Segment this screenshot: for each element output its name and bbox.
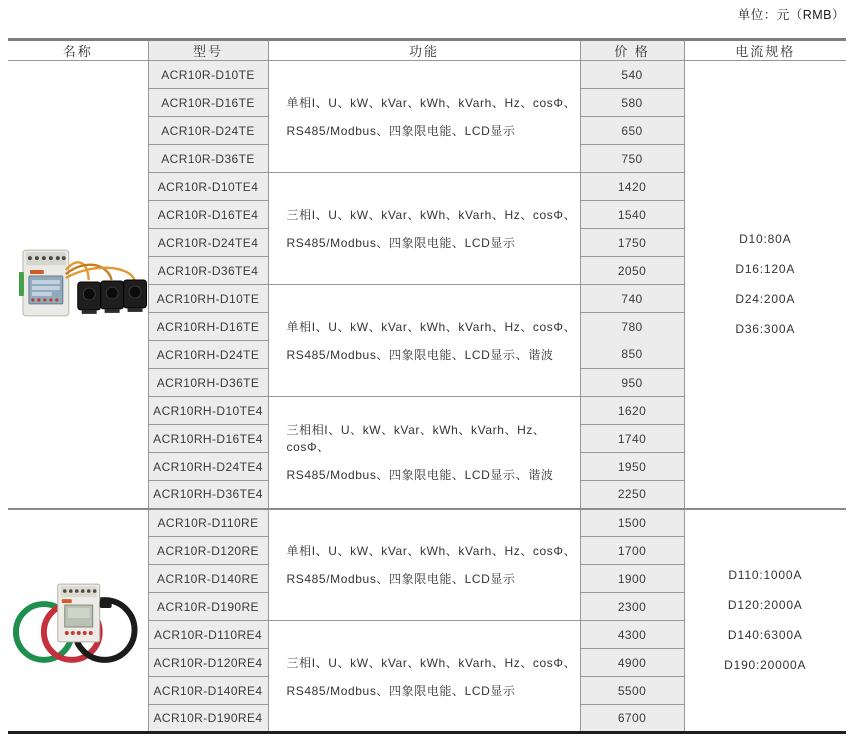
current-spec-line: D190:20000A — [724, 658, 807, 673]
price-cell: 2300 — [580, 593, 684, 621]
model-cell: ACR10R-D120RE — [148, 537, 268, 565]
header-model: 型号 — [148, 40, 268, 61]
price-cell: 5500 — [580, 677, 684, 705]
product-photo-cell-2 — [8, 509, 148, 733]
function-cell — [268, 173, 580, 285]
function-line: RS485/Modbus、四象限电能、LCD显示 — [286, 124, 516, 138]
function-cell — [268, 397, 580, 509]
function-line: RS485/Modbus、四象限电能、LCD显示 — [286, 236, 516, 250]
price-cell: 1620 — [580, 397, 684, 425]
function-line: RS485/Modbus、四象限电能、LCD显示 — [286, 683, 516, 698]
model-cell: ACR10R-D10TE — [148, 61, 268, 89]
header-price: 价 格 — [580, 40, 684, 61]
price-cell: 1420 — [580, 173, 684, 201]
price-cell: 1900 — [580, 565, 684, 593]
model-cell: ACR10RH-D36TE4 — [148, 481, 268, 509]
model-cell: ACR10R-D110RE — [148, 509, 268, 537]
function-line: 单相I、U、kW、kVar、kWh、kVarh、Hz、cosΦ、 — [286, 96, 577, 110]
table-row — [8, 509, 846, 537]
header-name: 名称 — [8, 40, 148, 61]
price-cell: 1540 — [580, 201, 684, 229]
model-cell: ACR10R-D24TE4 — [148, 229, 268, 257]
header-current-spec: 电流规格 — [684, 40, 846, 61]
function-cell — [268, 509, 580, 621]
price-cell: 650 — [580, 117, 684, 145]
price-cell: 2250 — [580, 481, 684, 509]
model-cell: ACR10R-D120RE4 — [148, 649, 268, 677]
model-cell: ACR10R-D190RE4 — [148, 705, 268, 733]
model-cell: ACR10RH-D36TE — [148, 369, 268, 397]
price-cell: 540 — [580, 61, 684, 89]
current-spec-line: D120:2000A — [727, 598, 803, 613]
function-line: 三相I、U、kW、kVar、kWh、kVarh、Hz、cosΦ、 — [286, 655, 577, 670]
price-cell: 1500 — [580, 509, 684, 537]
function-line: 三相相I、U、kW、kVar、kWh、kVarh、Hz、cosΦ、 — [286, 423, 546, 455]
price-cell: 1740 — [580, 425, 684, 453]
model-cell: ACR10R-D24TE — [148, 117, 268, 145]
price-cell: 850 — [580, 341, 684, 369]
model-cell: ACR10R-D16TE4 — [148, 201, 268, 229]
current-spec-line: D16:120A — [735, 262, 796, 277]
price-cell: 750 — [580, 145, 684, 173]
model-cell: ACR10R-D10TE4 — [148, 173, 268, 201]
price-cell: 740 — [580, 285, 684, 313]
model-cell: ACR10RH-D24TE — [148, 341, 268, 369]
header-function: 功能 — [268, 40, 580, 61]
product-photo-cell-1 — [8, 61, 148, 509]
price-cell: 1950 — [580, 453, 684, 481]
model-cell: ACR10R-D16TE — [148, 89, 268, 117]
function-line: RS485/Modbus、四象限电能、LCD显示 — [286, 572, 516, 587]
current-spec-cell — [684, 509, 846, 733]
model-cell: ACR10R-D110RE4 — [148, 621, 268, 649]
current-spec-cell — [684, 61, 846, 509]
current-spec-line: D140:6300A — [727, 628, 803, 643]
price-cell: 4300 — [580, 621, 684, 649]
price-cell: 780 — [580, 313, 684, 341]
function-line: RS485/Modbus、四象限电能、LCD显示、谐波 — [286, 468, 554, 483]
function-cell — [268, 61, 580, 173]
price-cell: 4900 — [580, 649, 684, 677]
model-cell: ACR10RH-D10TE — [148, 285, 268, 313]
header-row — [8, 40, 846, 61]
product-photo-rogowski-meter — [8, 572, 148, 668]
function-line: 单相I、U、kW、kVar、kWh、kVarh、Hz、cosΦ、 — [286, 544, 577, 559]
model-cell: ACR10RH-D24TE4 — [148, 453, 268, 481]
model-cell: ACR10RH-D10TE4 — [148, 397, 268, 425]
function-line: 三相I、U、kW、kVar、kWh、kVarh、Hz、cosΦ、 — [286, 208, 577, 222]
function-line: 单相I、U、kW、kVar、kWh、kVarh、Hz、cosΦ、 — [286, 320, 577, 334]
current-spec-line: D10:80A — [739, 232, 792, 247]
model-cell: ACR10R-D140RE — [148, 565, 268, 593]
current-spec-line: D36:300A — [735, 322, 796, 337]
function-cell — [268, 621, 580, 733]
model-cell: ACR10RH-D16TE — [148, 313, 268, 341]
model-cell: ACR10R-D36TE — [148, 145, 268, 173]
price-cell: 950 — [580, 369, 684, 397]
model-cell: ACR10R-D190RE — [148, 593, 268, 621]
function-line: RS485/Modbus、四象限电能、LCD显示、谐波 — [286, 348, 554, 362]
price-cell: 1700 — [580, 537, 684, 565]
model-cell: ACR10RH-D16TE4 — [148, 425, 268, 453]
unit-note: 单位：元（RMB） — [737, 8, 845, 22]
model-cell: ACR10R-D140RE4 — [148, 677, 268, 705]
model-cell: ACR10R-D36TE4 — [148, 257, 268, 285]
function-cell — [268, 285, 580, 397]
price-cell: 580 — [580, 89, 684, 117]
price-cell: 6700 — [580, 705, 684, 733]
table-row — [8, 61, 846, 89]
price-cell: 2050 — [580, 257, 684, 285]
current-spec-line: D24:200A — [735, 292, 796, 307]
product-photo-ct-meter — [8, 236, 148, 332]
current-spec-line: D110:1000A — [728, 568, 803, 583]
price-cell: 1750 — [580, 229, 684, 257]
price-table — [8, 38, 846, 734]
